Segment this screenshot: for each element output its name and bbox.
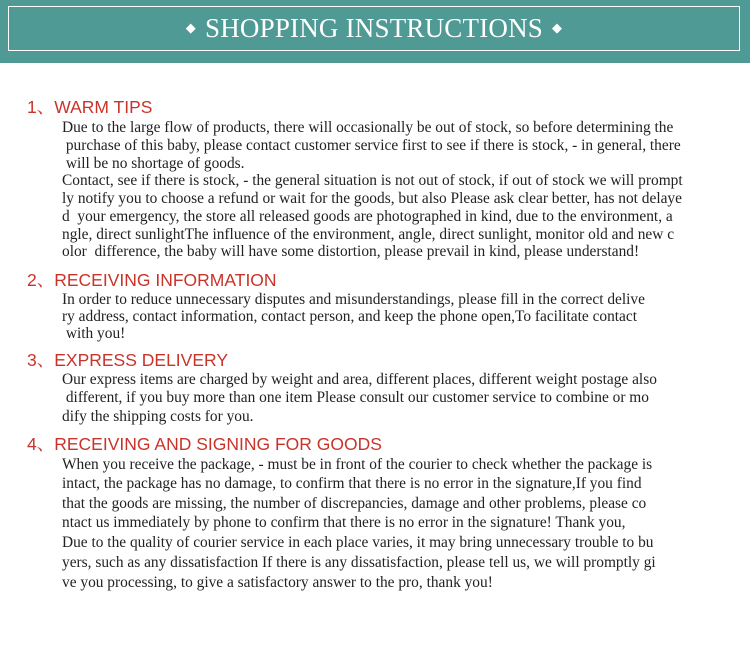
section-heading: 3、EXPRESS DELIVERY — [27, 350, 229, 370]
text-line: ntact us immediately by phone to confirm that there is no error in the signature! Thank you, — [62, 514, 626, 531]
section-receiving-information — [0, 270, 750, 345]
text-line: with you! — [62, 325, 126, 342]
title-banner — [0, 0, 750, 63]
section-heading: 1、WARM TIPS — [27, 97, 153, 117]
banner-frame — [8, 6, 740, 51]
text-line: yers, such as any dissatisfaction If there is any dissatisfaction, please tell us, we will promptly gi — [62, 554, 656, 571]
text-line: ngle, direct sunlightThe influence of the environment, angle, direct sunlight, monitor old and new c — [62, 226, 675, 243]
text-line: When you receive the package, - must be in front of the courier to check whether the package is — [62, 456, 653, 473]
diamond-icon: ◆ — [552, 19, 563, 35]
text-line: dify the shipping costs for you. — [62, 408, 254, 425]
text-line: Contact, see if there is stock, - the general situation is not out of stock, if out of stock we will prompt — [62, 172, 683, 189]
text-line: In order to reduce unnecessary disputes and misunderstandings, please fill in the correct delive — [62, 291, 645, 308]
banner-title: SHOPPING INSTRUCTIONS — [205, 13, 543, 43]
text-line: ve you processing, to give a satisfactory answer to the pro, thank you! — [62, 574, 493, 591]
section-express-delivery — [0, 350, 750, 430]
text-line: intact, the package has no damage, to confirm that there is no error in the signature,If you find — [62, 475, 642, 492]
text-line: Due to the large flow of products, there will occasionally be out of stock, so before determining the — [62, 119, 674, 136]
text-line: olor difference, the baby will have some distortion, please prevail in kind, please understand! — [62, 243, 640, 260]
text-line: will be no shortage of goods. — [62, 155, 245, 172]
section-warm-tips — [0, 97, 750, 267]
text-line: d your emergency, the store all released goods are photographed in kind, due to the environment, a — [62, 208, 673, 225]
text-line: that the goods are missing, the number of discrepancies, damage and other problems, please co — [62, 495, 647, 512]
section-heading: 4、RECEIVING AND SIGNING FOR GOODS — [27, 434, 382, 454]
text-line: Our express items are charged by weight and area, different places, different weight postage also — [62, 371, 657, 388]
section-receiving-signing — [0, 434, 750, 604]
text-line: purchase of this baby, please contact customer service first to see if there is stock, - in general, there — [62, 137, 681, 154]
text-line: ly notify you to choose a refund or wait for the goods, but also Please ask clear better, has not delaye — [62, 190, 682, 207]
diamond-icon: ◆ — [185, 19, 196, 35]
section-heading: 2、RECEIVING INFORMATION — [27, 270, 277, 290]
text-line: Due to the quality of courier service in each place varies, it may bring unnecessary trouble to bu — [62, 534, 654, 551]
text-line: ry address, contact information, contact person, and keep the phone open,To facilitate contact — [62, 308, 637, 325]
text-line: different, if you buy more than one item Please consult our customer service to combine or mo — [62, 389, 649, 406]
